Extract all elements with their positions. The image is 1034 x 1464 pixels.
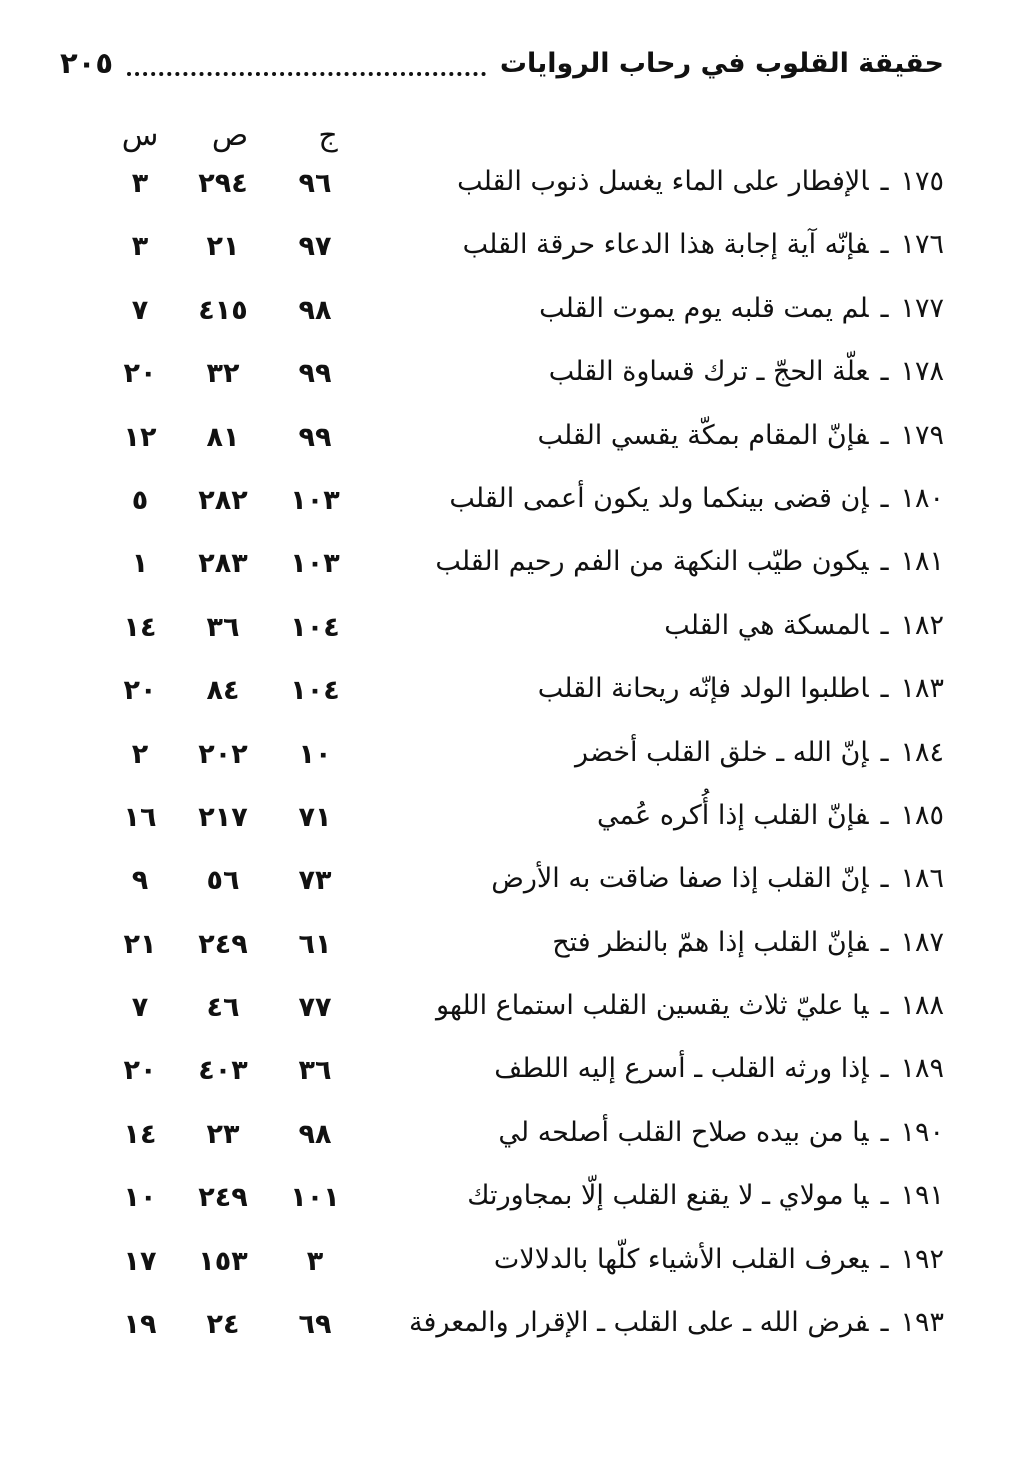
volume-number: ١٠٣ [290,484,340,516]
index-entry-row [0,1047,1034,1110]
entry-label [539,293,944,324]
volume-number: ١٠٤ [290,675,340,707]
entry-dash: ـ [880,166,889,197]
entry-text: فإنّه آية إجابة هذا الدعاء حرقة القلب [462,229,869,261]
entry-number: ١٨١ [900,546,944,578]
entry-number: ١٨٢ [900,609,944,641]
entry-text: الإفطار على الماء يغسل ذنوب القلب [457,166,869,197]
entry-text: فإنّ القلب إذا أُكره عُمي [597,799,869,831]
line-ref: ٢٠ [123,358,157,390]
index-entry-row [0,857,1034,920]
entry-number: ١٧٦ [900,229,944,261]
page-ref: ٢٣ [206,1118,240,1150]
dotted-leader [127,64,486,76]
entry-label [597,800,944,831]
entry-dash: ـ [880,292,889,324]
entry-label [494,1053,944,1084]
volume-number: ٩٦ [298,168,332,199]
entry-text: فرض الله ـ على القلب ـ الإقرار والمعرفة [409,1307,869,1339]
entry-text: المسكة هي القلب [664,609,869,641]
page-ref: ٢٨٣ [198,548,248,580]
entry-dash: ـ [880,1116,889,1148]
entry-dash: ـ [880,609,889,641]
index-entry-row [0,1238,1034,1301]
entry-number: ١٧٨ [900,356,944,388]
volume-number: ٩٨ [298,1118,332,1150]
running-header [60,38,944,88]
entry-number: ١٨٣ [900,673,944,705]
volume-number: ١٠٣ [290,548,340,580]
volume-number: ٣ [306,1245,324,1277]
line-ref: ٢٠ [123,1055,157,1087]
entry-number: ١٨٤ [900,736,944,768]
entry-label [457,166,944,197]
page-ref: ٢٠٢ [198,738,248,770]
entry-text: إن قضى بينكما ولد يكون أعمى القلب [449,482,869,514]
volume-number: ٩٩ [298,358,332,390]
index-entry-row [0,921,1034,984]
page-ref: ٤٠٣ [198,1055,248,1087]
column-header-s: ص [211,118,249,153]
entry-number: ١٨٨ [900,990,944,1022]
entry-number: ١٨٠ [900,482,944,514]
volume-number: ١٠ [298,738,332,770]
entry-dash: ـ [880,673,889,705]
line-ref: ٣ [131,168,149,199]
volume-number: ٩٩ [298,421,332,453]
entry-label [491,863,944,894]
line-ref: ٧ [131,992,149,1024]
entry-label [549,356,944,387]
volume-number: ١٠٤ [290,611,340,643]
line-ref: ٣ [131,231,149,263]
entry-text: يا مولاي ـ لا يقنع القلب إلّا بمجاورتك [467,1180,869,1212]
page-ref: ٨٤ [206,675,240,707]
page-ref: ٣٢ [206,358,240,390]
line-ref: ٢١ [123,928,157,960]
entry-label [463,229,944,260]
entry-label [436,990,944,1021]
volume-number: ٦١ [298,928,332,960]
entry-number: ١٩٣ [900,1307,944,1339]
index-entry-row [0,1174,1034,1237]
volume-number: ٩٨ [298,294,332,326]
entry-dash: ـ [880,799,889,831]
entry-label [664,610,944,641]
page-ref: ٢٩٤ [198,168,248,199]
line-ref: ٧ [131,294,149,326]
line-ref: ١٧ [123,1245,157,1277]
entry-text: علّة الحجّ ـ ترك قساوة القلب [548,356,869,388]
entry-text: لم يمت قلبه يوم يموت القلب [539,292,869,324]
line-ref: ١٢ [123,421,157,453]
entry-text: يا من بيده صلاح القلب أصلحه لي [498,1116,869,1148]
entry-dash: ـ [880,863,889,895]
index-entry-row [0,223,1034,286]
volume-number: ٧٣ [298,865,332,897]
entry-label [494,1244,944,1275]
entry-label [449,483,944,514]
entry-number: ١٧٥ [900,166,944,197]
index-entries [0,160,1034,1364]
index-entry-row [0,287,1034,350]
volume-number: ٧١ [298,801,332,833]
entry-number: ١٩٢ [900,1243,944,1275]
page-ref: ٨١ [206,421,240,453]
entry-dash: ـ [880,229,889,261]
line-ref: ١ [131,548,149,580]
index-entry-row [0,477,1034,540]
entry-text: يكون طيّب النكهة من الفم رحيم القلب [435,546,869,578]
running-title: حقيقة القلوب في رحاب الروايات [499,47,944,79]
line-ref: ٢٠ [123,675,157,707]
entry-number: ١٨٩ [900,1053,944,1085]
line-ref: ١٤ [123,611,157,643]
line-ref: ١٤ [123,1118,157,1150]
page-ref: ١٥٣ [198,1245,248,1277]
line-ref: ٥ [131,484,149,516]
entry-dash: ـ [880,736,889,768]
entry-text: إذا ورثه القلب ـ أسرع إليه اللطف [494,1053,869,1085]
entry-dash: ـ [880,419,889,451]
entry-text: يعرف القلب الأشياء كلّها بالدلالات [493,1243,869,1275]
entry-label [435,546,944,577]
entry-label [538,673,944,704]
volume-number: ٩٧ [298,231,332,263]
column-header-j: ج [318,118,338,153]
page-ref: ٢٤ [206,1309,240,1341]
entry-dash: ـ [880,1307,889,1339]
entry-number: ١٩٠ [900,1116,944,1148]
page-ref: ٣٦ [206,611,240,643]
entry-text: فإنّ المقام بمكّة يقسي القلب [537,419,869,451]
entry-dash: ـ [880,990,889,1022]
index-entry-row [0,540,1034,603]
page-ref: ٤٦ [206,992,240,1024]
line-ref: ٢ [131,738,149,770]
line-ref: ١٦ [123,801,157,833]
line-ref: ٩ [131,865,149,897]
entry-label [498,1117,944,1148]
index-entry-row [0,1111,1034,1174]
index-entry-row [0,604,1034,667]
index-entry-row [0,350,1034,413]
entry-dash: ـ [880,482,889,514]
page-ref: ٢٤٩ [198,928,248,960]
entry-number: ١٧٩ [900,419,944,451]
entry-dash: ـ [880,356,889,388]
page-ref: ٢٤٩ [198,1182,248,1214]
entry-label [409,1307,944,1338]
index-entry-row [0,984,1034,1047]
entry-dash: ـ [880,1180,889,1212]
entry-dash: ـ [880,1053,889,1085]
line-ref: ١٩ [123,1309,157,1341]
entry-text: إنّ القلب إذا صفا ضاقت به الأرض [491,863,869,895]
entry-label [552,927,944,958]
volume-number: ٦٩ [298,1309,332,1341]
column-header-sin: س [121,118,159,153]
entry-text: إنّ الله ـ خلق القلب أخضر [575,736,869,768]
line-ref: ١٠ [123,1182,157,1214]
page-number: ٢٠٥ [60,46,114,80]
page-ref: ٢١٧ [198,801,248,833]
entry-dash: ـ [880,1243,889,1275]
entry-text: يا عليّ ثلاث يقسين القلب استماع اللهو [436,990,869,1022]
entry-number: ١٧٧ [900,292,944,324]
index-entry-row [0,414,1034,477]
index-entry-row [0,794,1034,857]
index-entry-row [0,731,1034,794]
entry-number: ١٨٧ [900,926,944,958]
volume-number: ١٠١ [290,1182,340,1214]
index-entry-row [0,1301,1034,1364]
entry-number: ١٨٥ [900,799,944,831]
entry-dash: ـ [880,926,889,958]
volume-number: ٣٦ [298,1055,332,1087]
entry-text: فإنّ القلب إذا همّ بالنظر فتح [552,926,869,958]
entry-number: ١٩١ [900,1180,944,1212]
index-entry-row [0,667,1034,730]
entry-label [537,420,944,451]
page-ref: ٢٨٢ [198,484,248,516]
entry-text: اطلبوا الولد فإنّه ريحانة القلب [537,673,869,705]
page-ref: ٥٦ [206,865,240,897]
volume-number: ٧٧ [298,992,332,1024]
entry-label [467,1180,944,1211]
entry-number: ١٨٦ [900,863,944,895]
page-ref: ٢١ [206,231,240,263]
index-entry-row [0,160,1034,223]
entry-dash: ـ [880,546,889,578]
entry-label [575,737,944,768]
page-ref: ٤١٥ [198,294,248,326]
